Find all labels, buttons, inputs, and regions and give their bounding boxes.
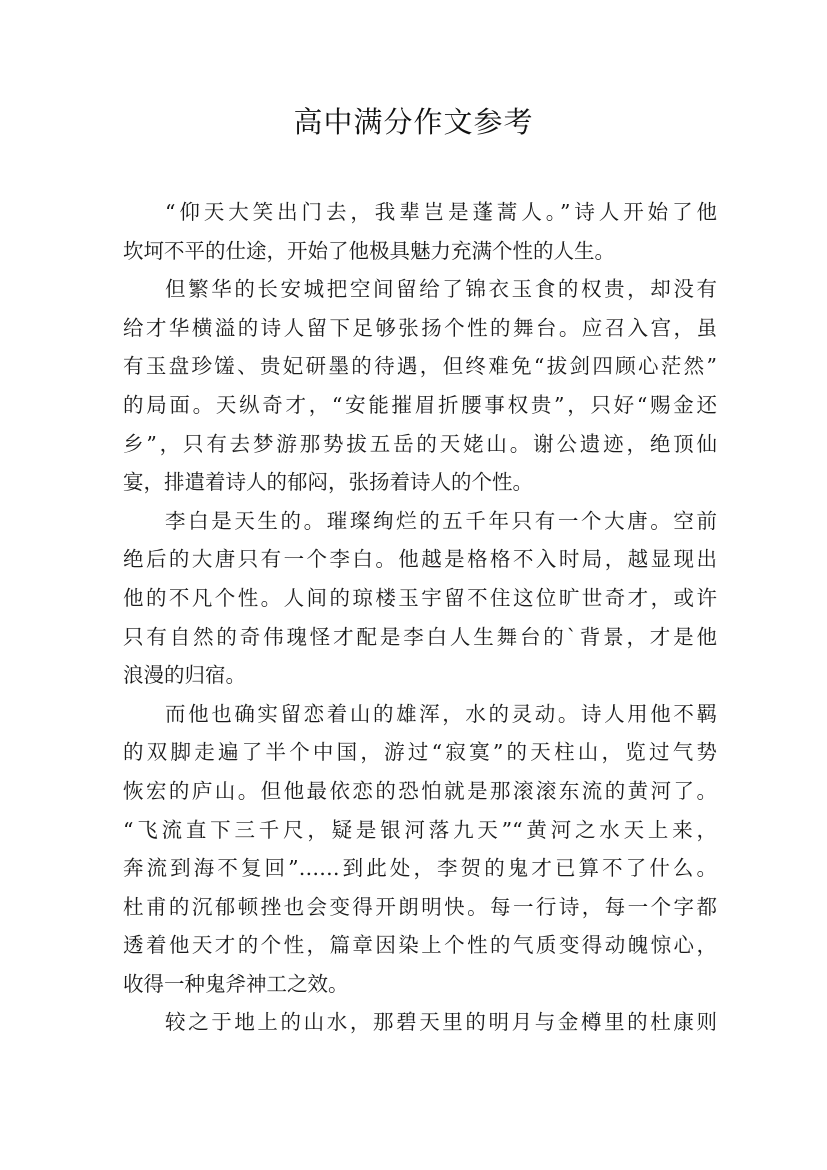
- text-line: “飞流直下三千尺，疑是银河落九天”“黄河之水天上来，: [123, 817, 717, 842]
- text-line: 奔流到海不复回”……到此处，李贺的鬼才已算不了什么。: [123, 856, 717, 881]
- text-line: 给才华横溢的诗人留下足够张扬个性的舞台。应召入宫，虽: [123, 315, 717, 340]
- text-line: 而他也确实留恋着山的雄浑，水的灵动。诗人用他不羁: [165, 701, 717, 726]
- text-line: 乡”，只有去梦游那势拔五岳的天姥山。谢公遗迹，绝顶仙: [123, 431, 717, 456]
- text-line: 他的不凡个性。人间的琼楼玉宇留不住这位旷世奇才，或许: [123, 585, 717, 610]
- text-line: 坎坷不平的仕途，开始了他极具魅力充满个性的人生。: [123, 238, 615, 263]
- text-line: 透着他天才的个性，篇章因染上个性的气质变得动魄惊心，: [123, 933, 717, 958]
- text-line: 的双脚走遍了半个中国，游过“寂寞”的天柱山，览过气势: [123, 740, 717, 765]
- document-title: 高中满分作文参考: [293, 105, 534, 139]
- text-line: 浪漫的归宿。: [123, 663, 246, 688]
- text-line: 杜甫的沉郁顿挫也会变得开朗明快。每一行诗，每一个字都: [123, 894, 717, 919]
- text-line: “仰天大笑出门去，我辈岂是蓬蒿人。”诗人开始了他: [165, 200, 717, 224]
- text-line: 较之于地上的山水，那碧天里的明月与金樽里的杜康则: [165, 1010, 717, 1035]
- text-line: 绝后的大唐只有一个李白。他越是格格不入时局，越显现出: [123, 547, 717, 572]
- text-line: 宴，排遣着诗人的郁闷，张扬着诗人的个性。: [123, 470, 533, 495]
- text-line: 的局面。天纵奇才，“安能摧眉折腰事权贵”，只好“赐金还: [123, 392, 717, 417]
- text-line: 但繁华的长安城把空间留给了锦衣玉食的权贵，却没有: [165, 277, 717, 302]
- text-line: 恢宏的庐山。但他最依恋的恐怕就是那滚滚东流的黄河了。: [123, 778, 717, 803]
- document-body: [123, 193, 717, 1042]
- text-line: 只有自然的奇伟瑰怪才配是李白人生舞台的`背景，才是他: [123, 624, 717, 649]
- text-line: 收得一种鬼斧神工之效。: [123, 971, 349, 996]
- text-line: 李白是天生的。璀璨绚烂的五千年只有一个大唐。空前: [165, 508, 717, 533]
- text-line: 有玉盘珍馐、贵妃研墨的待遇，但终难免“拔剑四顾心茫然”: [123, 354, 717, 379]
